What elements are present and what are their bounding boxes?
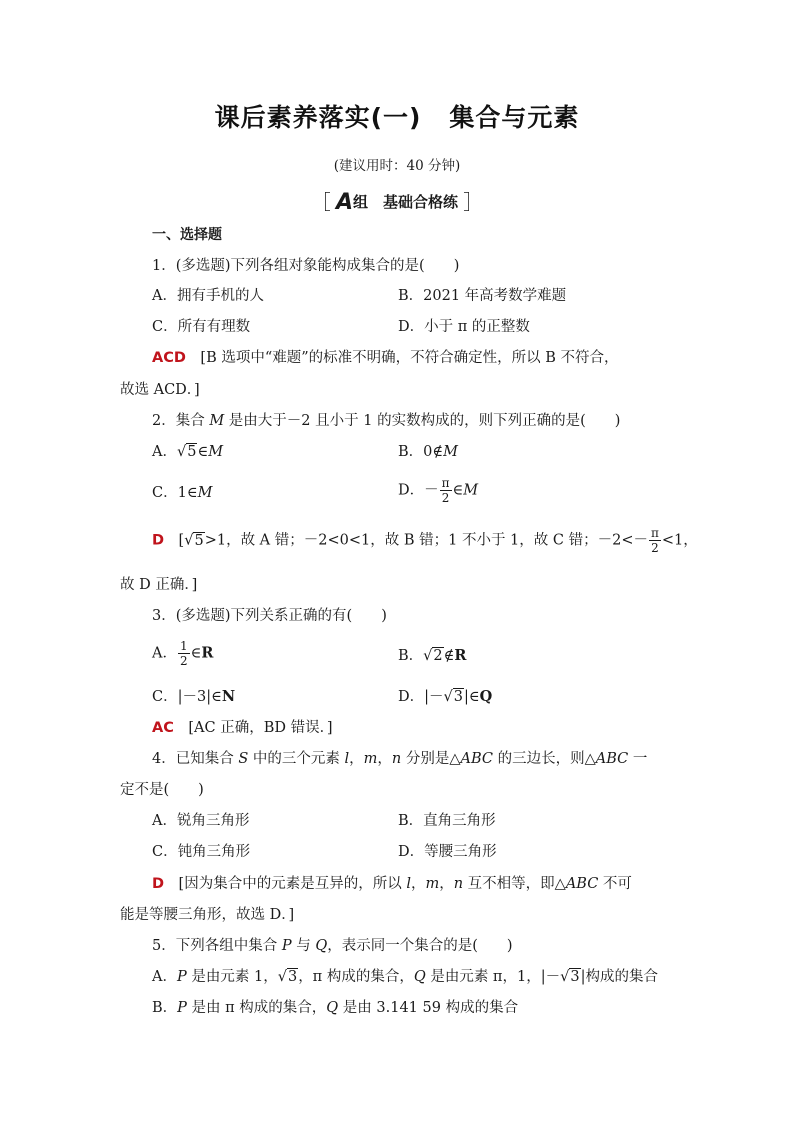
- sqrt-icon: √5: [184, 532, 204, 549]
- q1-option-a: A．拥有手机的人: [152, 288, 264, 304]
- title-topic: 集合与元素: [449, 103, 580, 132]
- q4-explanation-cont: 能是等腰三角形，故选 D．]: [120, 907, 295, 923]
- fraction: $\frac{1}{2}$: [179, 639, 188, 668]
- q4-answer: D: [152, 876, 165, 892]
- group-letter: A: [335, 190, 353, 215]
- group-header: [0, 186, 794, 215]
- q4-stem-cont: 定不是( ): [120, 782, 204, 798]
- left-bracket-icon: ［: [310, 190, 331, 214]
- q3-option-d: D．|－√3|∈Q: [398, 688, 493, 705]
- fraction: $\frac{\pi}{2}$: [441, 476, 450, 505]
- q5-option-b: B．P 是由 π 构成的集合，Q 是由 3.141 59 构成的集合: [152, 1000, 519, 1016]
- group-label: 组 基础合格练: [353, 193, 459, 211]
- q2-answer: D: [152, 532, 165, 549]
- q5-stem: 5．下列各组中集合 P 与 Q，表示同一个集合的是( ): [152, 938, 513, 954]
- right-bracket-icon: ］: [463, 190, 484, 214]
- q3-option-c: C．|－3|∈N: [152, 688, 236, 705]
- q1-explanation: ACD [B 选项中“难题”的标准不明确，不符合确定性，所以 B 不符合，: [152, 350, 619, 366]
- q2-option-b: B．0∉M: [398, 444, 458, 460]
- q1-option-d: D．小于 π 的正整数: [398, 319, 530, 335]
- q1-answer: ACD: [152, 350, 186, 366]
- q4-explanation: D [因为集合中的元素是互异的，所以 l，m，n 互不相等，即△ABC 不可: [152, 876, 632, 892]
- q2-option-d: D．－ $\frac{\pi}{2}$ ∈M: [398, 476, 479, 505]
- q2-option-a: A．√5∈M: [152, 444, 224, 460]
- sqrt-icon: √5: [176, 444, 197, 460]
- page-title: [0, 98, 794, 134]
- title-main: 课后素养落实(一): [214, 103, 422, 132]
- sqrt-icon: √2: [423, 648, 443, 664]
- time-note: (建议用时：40 分钟): [333, 158, 461, 174]
- q4-option-a: A．锐角三角形: [152, 813, 250, 829]
- q4-option-d: D．等腰三角形: [398, 844, 497, 860]
- q1-stem: 1．(多选题)下列各组对象能构成集合的是( ): [152, 258, 460, 274]
- q3-explanation: AC [AC 正确，BD 错误．]: [152, 720, 333, 736]
- q3-option-b: B．√2∉R: [398, 647, 467, 664]
- q5-option-a: A．P 是由元素 1，√3，π 构成的集合，Q 是由元素 π，1，|－√3|构成的集合: [152, 969, 658, 985]
- q3-option-a: A． $\frac{1}{2}$ ∈R: [152, 639, 214, 668]
- section-label: 一、选择题: [152, 227, 222, 243]
- q2-option-c: C．1∈M: [152, 485, 213, 501]
- q4-option-c: C．钝角三角形: [152, 844, 251, 860]
- q4-stem: 4．已知集合 S 中的三个元素 l，m，n 分别是△ABC 的三边长，则△ABC 一: [152, 751, 648, 767]
- q3-answer: AC: [152, 720, 174, 736]
- q1-option-c: C．所有有理数: [152, 319, 251, 335]
- sqrt-icon: √3: [443, 689, 463, 705]
- q3-stem: 3．(多选题)下列关系正确的有( ): [152, 608, 387, 624]
- q1-explanation-cont: 故选 ACD．]: [120, 382, 200, 398]
- q2-explanation: D [√5>1，故 A 错；－2<0<1，故 B 错；1 不小于 1，故 C 错；－2<－ $\frac{\pi}{2}$ <1，: [152, 526, 698, 555]
- sqrt-icon: √3: [277, 969, 298, 985]
- q2-stem: 2．集合 M 是由大于－2 且小于 1 的实数构成的，则下列正确的是( ): [152, 413, 621, 429]
- fraction: $\frac{\pi}{2}$: [650, 526, 659, 555]
- q2-explanation-cont: 故 D 正确．]: [120, 577, 198, 593]
- q4-option-b: B．直角三角形: [398, 813, 496, 829]
- sqrt-icon: √3: [560, 969, 580, 985]
- q1-option-b: B．2021 年高考数学难题: [398, 288, 567, 304]
